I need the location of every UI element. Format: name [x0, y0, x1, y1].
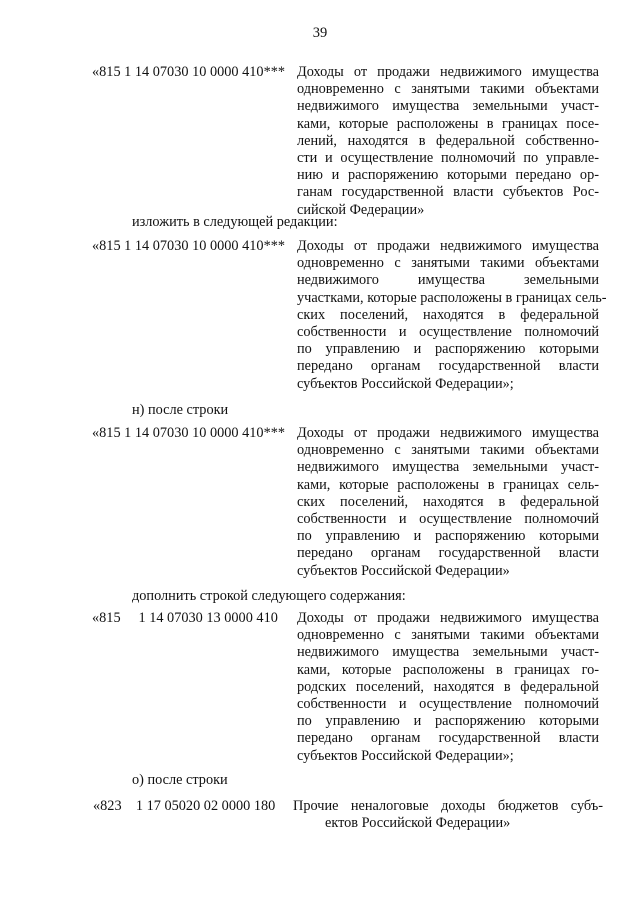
amendment-instruction: о) после строки: [132, 772, 228, 788]
income-description: [293, 798, 603, 832]
income-description: [297, 64, 599, 219]
description-line: собственности и осуществление полномочий: [297, 510, 599, 527]
description-line: субъектов Российской Федерации»: [297, 562, 510, 579]
page-number: 39: [312, 25, 328, 41]
amendment-instruction: изложить в следующей редакции:: [132, 214, 338, 230]
description-line: ских поселений, находятся в федеральной: [297, 306, 599, 323]
description-line: одновременно с занятыми такими объектами: [297, 627, 599, 644]
description-line: по управлению и распоряжению которыми: [297, 528, 599, 545]
description-line: нию и распоряжению которыми передано ор-: [297, 167, 599, 184]
amendment-instruction: дополнить строкой следующего содержания:: [132, 588, 406, 604]
budget-code: «815 1 14 07030 10 0000 410***: [92, 64, 286, 80]
description-line: ками, которые расположены в границах посе-: [297, 115, 599, 132]
description-line: недвижимого имущества земельными участ-: [297, 644, 599, 661]
description-line: недвижимого имущества земельными участ-: [297, 459, 599, 476]
description-line: по управлению и распоряжению которыми: [297, 341, 599, 358]
budget-code: «815 1 14 07030 10 0000 410***: [92, 425, 286, 441]
description-line: субъектов Российской Федерации»;: [297, 375, 514, 392]
description-line: сти и осуществление полномочий по управле-: [297, 149, 599, 166]
description-line: ганам государственной власти субъектов Рос-: [297, 184, 599, 201]
description-line: Прочие неналоговые доходы бюджетов субъ-: [293, 798, 603, 814]
description-line: недвижимого имущества земельными: [297, 272, 599, 289]
description-line: Доходы от продажи недвижимого имущества: [297, 238, 599, 254]
description-line: по управлению и распоряжению которыми: [297, 713, 599, 730]
description-line: недвижимого имущества земельными участ-: [297, 98, 599, 115]
description-line: Доходы от продажи недвижимого имущества: [297, 64, 599, 80]
description-line: участками, которые расположены в границах сель-: [297, 289, 607, 306]
income-description: [297, 238, 607, 393]
description-line: одновременно с занятыми такими объектами: [297, 255, 599, 272]
description-line: ских поселений, находятся в федеральной: [297, 493, 599, 510]
description-line: субъектов Российской Федерации»;: [297, 747, 514, 764]
description-line: собственности и осуществление полномочий: [297, 695, 599, 712]
description-line: ками, которые расположены в границах го-: [297, 661, 599, 678]
income-description: [297, 610, 599, 765]
income-description: [297, 425, 599, 580]
description-line: Доходы от продажи недвижимого имущества: [297, 610, 599, 626]
description-line: Доходы от продажи недвижимого имущества: [297, 425, 599, 441]
description-line: передано органам государственной власти: [297, 545, 599, 562]
description-line: ками, которые расположены в границах сель-: [297, 476, 599, 493]
description-line: передано органам государственной власти: [297, 730, 599, 747]
description-line: передано органам государственной власти: [297, 358, 599, 375]
description-line: одновременно с занятыми такими объектами: [297, 442, 599, 459]
description-line: ектов Российской Федерации»: [325, 815, 511, 832]
budget-code: «815 1 14 07030 10 0000 410***: [92, 238, 286, 254]
description-line: родских поселений, находятся в федеральной: [297, 678, 599, 695]
budget-code: «815 1 14 07030 13 0000 410: [92, 610, 278, 626]
budget-code: «823 1 17 05020 02 0000 180: [93, 798, 276, 814]
description-line: лений, находятся в федеральной собственно-: [297, 132, 599, 149]
amendment-instruction: н) после строки: [132, 402, 229, 418]
description-line: сийской Федерации»: [297, 201, 425, 218]
description-line: собственности и осуществление полномочий: [297, 323, 599, 340]
description-line: одновременно с занятыми такими объектами: [297, 81, 599, 98]
